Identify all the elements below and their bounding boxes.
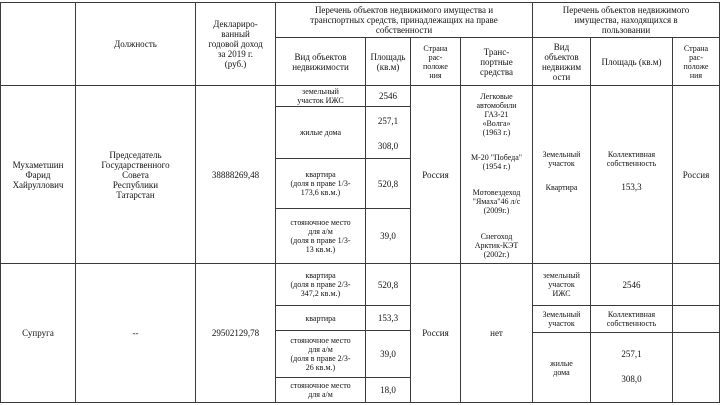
header-owned-area: Площадь (кв.м) (370, 51, 406, 72)
row1-name: Мухаметшин Фарид Хайруллович (12, 159, 64, 190)
row2-owned-area-4: 18,0 (380, 385, 396, 395)
row1-owned-area-2b: 308,0 (377, 141, 399, 151)
row2-used-area-3b: 308,0 (621, 374, 642, 384)
row2-owned-type-4: стояночное место для а/м (290, 381, 351, 399)
header-owned-type: Вид объектов недвижимости (292, 51, 349, 72)
row2-used-type-2: Земельный участок (542, 310, 581, 328)
table-border-bottom (0, 402, 720, 403)
row2-owned-type-1: квартира (доля в праве 2/3- 347,2 кв.м.) (290, 271, 351, 298)
header-used-type: Вид объектов недвижим ости (541, 41, 582, 82)
row2-used-type-1: земельный участок ИЖС (543, 271, 580, 298)
row2-owned-type-2: квартира (305, 313, 336, 323)
row2-vehicles: нет (490, 328, 503, 338)
row1-used-type-1: Земельный участок (542, 150, 581, 168)
header-income: Деклариро- ванный годовой доход за 2019 г. (руб.) (208, 19, 263, 69)
row2-owned-area-1: 520,8 (377, 279, 399, 290)
row1-owned-type-4: стояночное место для а/м (доля в праве 1/3- 13 кв.м.) (290, 218, 351, 254)
row1-used-type-2: Квартира (545, 182, 578, 192)
row2-used-area-3a: 257,1 (621, 349, 642, 359)
header-vehicles: Транс- портные средства (479, 46, 513, 77)
row1-vehicle-4: Снегоход Арктик-КЭТ (2002г.) (474, 231, 519, 259)
row1-income: 38888269,48 (211, 169, 260, 180)
row2-used-area-1: 2546 (622, 279, 641, 290)
row2-name: Супруга (22, 328, 54, 338)
row1-owned-area-2a: 257,1 (377, 116, 399, 126)
row2-country: Россия (422, 328, 449, 338)
header-used-area: Площадь (кв.м) (601, 56, 662, 67)
row1-owned-type-3: квартира (доля в праве 1/3- 173,6 кв.м.) (290, 170, 351, 197)
header-used-group: Перечень объектов недвижимого имущества, находящихся в пользовании (562, 5, 690, 35)
row2-position: -- (132, 328, 139, 338)
row1-owned-area-3: 520,8 (377, 178, 399, 189)
row1-owned-type-1: земельный участок ИЖС (297, 87, 344, 105)
row1-used-country: Россия (682, 169, 710, 180)
header-owned-group: Перечень объектов недвижимого имущества и транспортных средств, принадлежащих на праве собственности (310, 5, 498, 35)
row2-used-area-2: Коллективная собственность (606, 310, 657, 328)
header-position: Должность (114, 39, 157, 49)
row1-used-area-value: 153,3 (621, 182, 642, 192)
header-used-country: Страна рас- положе ния (683, 43, 709, 80)
row1-vehicle-2: М-20 "Победа" (1954 г.) (470, 153, 523, 171)
row1-country: Россия (422, 169, 449, 180)
row2-used-type-3: жилые дома (550, 358, 573, 377)
row2-owned-area-3: 39,0 (380, 349, 396, 359)
row1-owned-area-4: 39,0 (380, 231, 396, 241)
row2-income: 29502129,78 (211, 328, 260, 338)
row2-owned-type-3: стояночное место для а/м (доля в праве 2/3- 26 кв.м.) (290, 336, 351, 372)
row1-vehicle-1: Легковые автомобили ГАЗ-21 «Волга» (1963 г.) (476, 91, 517, 137)
row2-owned-area-2: 153,3 (377, 313, 399, 323)
row1-owned-type-2: жилые дома (299, 128, 342, 137)
row1-position: Председатель Государственного Совета Республики Татарстан (101, 149, 170, 200)
row1-owned-area-1: 2546 (379, 91, 397, 101)
header-owned-country: Страна рас- положе ния (423, 43, 448, 80)
row1-used-area-label: Коллективная собственность (606, 150, 657, 168)
row1-vehicle-3: Мотовездеход "Ямаха"46 л/с (2009г.) (472, 187, 521, 215)
